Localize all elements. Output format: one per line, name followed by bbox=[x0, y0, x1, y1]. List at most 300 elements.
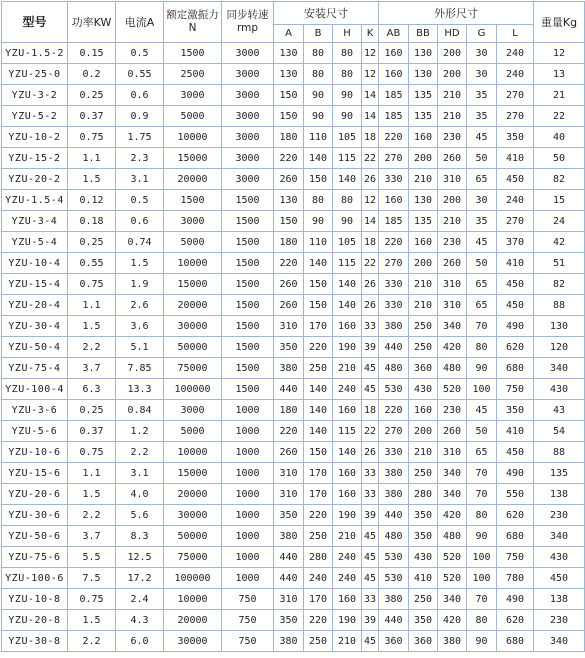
cell-k: 12 bbox=[362, 43, 379, 64]
cell-a: 310 bbox=[274, 463, 304, 484]
cell-l: 270 bbox=[497, 211, 534, 232]
cell-speed: 1000 bbox=[222, 463, 274, 484]
cell-bb: 135 bbox=[409, 106, 438, 127]
table-row bbox=[2, 106, 585, 127]
cell-weight: 340 bbox=[534, 358, 585, 379]
cell-g: 50 bbox=[467, 253, 497, 274]
cell-force: 15000 bbox=[164, 274, 222, 295]
cell-b: 140 bbox=[304, 379, 333, 400]
cell-hd: 310 bbox=[438, 442, 467, 463]
cell-b: 90 bbox=[304, 106, 333, 127]
cell-b: 80 bbox=[304, 190, 333, 211]
cell-hd: 260 bbox=[438, 421, 467, 442]
cell-model: YZU-30-6 bbox=[2, 505, 68, 526]
table-row bbox=[2, 547, 585, 568]
cell-power: 2.2 bbox=[68, 337, 116, 358]
cell-power: 0.25 bbox=[68, 85, 116, 106]
cell-l: 780 bbox=[497, 568, 534, 589]
cell-b: 170 bbox=[304, 316, 333, 337]
cell-k: 12 bbox=[362, 64, 379, 85]
cell-speed: 3000 bbox=[222, 106, 274, 127]
cell-ab: 270 bbox=[379, 253, 409, 274]
cell-ab: 380 bbox=[379, 316, 409, 337]
cell-bb: 250 bbox=[409, 316, 438, 337]
header-force: 额定激振力N bbox=[164, 2, 222, 43]
cell-force: 75000 bbox=[164, 547, 222, 568]
cell-speed: 3000 bbox=[222, 85, 274, 106]
cell-speed: 1000 bbox=[222, 505, 274, 526]
cell-speed: 1000 bbox=[222, 568, 274, 589]
cell-weight: 120 bbox=[534, 337, 585, 358]
cell-g: 90 bbox=[467, 631, 497, 652]
cell-l: 240 bbox=[497, 190, 534, 211]
cell-weight: 54 bbox=[534, 421, 585, 442]
cell-current: 3.6 bbox=[116, 316, 164, 337]
cell-model: YZU-1.5-2 bbox=[2, 43, 68, 64]
cell-hd: 210 bbox=[438, 85, 467, 106]
cell-weight: 230 bbox=[534, 610, 585, 631]
cell-model: YZU-50-6 bbox=[2, 526, 68, 547]
cell-l: 270 bbox=[497, 85, 534, 106]
cell-k: 39 bbox=[362, 610, 379, 631]
cell-a: 220 bbox=[274, 148, 304, 169]
table-row bbox=[2, 463, 585, 484]
cell-force: 10000 bbox=[164, 442, 222, 463]
header-current: 电流A bbox=[116, 2, 164, 43]
cell-g: 80 bbox=[467, 337, 497, 358]
cell-b: 80 bbox=[304, 43, 333, 64]
cell-power: 0.2 bbox=[68, 64, 116, 85]
cell-l: 750 bbox=[497, 379, 534, 400]
cell-model: YZU-15-2 bbox=[2, 148, 68, 169]
cell-a: 440 bbox=[274, 379, 304, 400]
cell-a: 130 bbox=[274, 190, 304, 211]
cell-weight: 51 bbox=[534, 253, 585, 274]
cell-speed: 1500 bbox=[222, 358, 274, 379]
cell-g: 30 bbox=[467, 43, 497, 64]
cell-h: 210 bbox=[333, 358, 362, 379]
cell-ab: 160 bbox=[379, 190, 409, 211]
cell-l: 350 bbox=[497, 400, 534, 421]
cell-ab: 185 bbox=[379, 106, 409, 127]
cell-speed: 3000 bbox=[222, 64, 274, 85]
cell-ab: 330 bbox=[379, 169, 409, 190]
cell-current: 0.9 bbox=[116, 106, 164, 127]
header-install-size: 安装尺寸 bbox=[274, 2, 379, 25]
cell-ab: 440 bbox=[379, 610, 409, 631]
cell-hd: 260 bbox=[438, 253, 467, 274]
cell-l: 410 bbox=[497, 253, 534, 274]
cell-weight: 13 bbox=[534, 64, 585, 85]
cell-force: 15000 bbox=[164, 148, 222, 169]
cell-b: 150 bbox=[304, 442, 333, 463]
cell-power: 0.75 bbox=[68, 442, 116, 463]
cell-ab: 330 bbox=[379, 295, 409, 316]
header-outline-g: G bbox=[467, 25, 497, 43]
cell-power: 2.2 bbox=[68, 505, 116, 526]
table-row bbox=[2, 232, 585, 253]
cell-hd: 520 bbox=[438, 379, 467, 400]
cell-power: 0.37 bbox=[68, 106, 116, 127]
cell-hd: 380 bbox=[438, 631, 467, 652]
cell-power: 0.12 bbox=[68, 190, 116, 211]
cell-force: 10000 bbox=[164, 589, 222, 610]
cell-b: 170 bbox=[304, 484, 333, 505]
header-power: 功率KW bbox=[68, 2, 116, 43]
cell-model: YZU-20-6 bbox=[2, 484, 68, 505]
cell-l: 490 bbox=[497, 316, 534, 337]
cell-h: 140 bbox=[333, 274, 362, 295]
cell-current: 17.2 bbox=[116, 568, 164, 589]
cell-bb: 350 bbox=[409, 505, 438, 526]
cell-b: 90 bbox=[304, 211, 333, 232]
cell-g: 70 bbox=[467, 589, 497, 610]
cell-speed: 1500 bbox=[222, 232, 274, 253]
cell-k: 26 bbox=[362, 274, 379, 295]
cell-a: 220 bbox=[274, 421, 304, 442]
cell-hd: 230 bbox=[438, 127, 467, 148]
cell-a: 150 bbox=[274, 211, 304, 232]
cell-l: 450 bbox=[497, 169, 534, 190]
cell-h: 80 bbox=[333, 43, 362, 64]
cell-weight: 138 bbox=[534, 484, 585, 505]
cell-model: YZU-75-4 bbox=[2, 358, 68, 379]
cell-a: 380 bbox=[274, 526, 304, 547]
cell-current: 1.75 bbox=[116, 127, 164, 148]
cell-a: 260 bbox=[274, 295, 304, 316]
cell-a: 130 bbox=[274, 43, 304, 64]
cell-model: YZU-10-6 bbox=[2, 442, 68, 463]
cell-a: 130 bbox=[274, 64, 304, 85]
cell-weight: 12 bbox=[534, 43, 585, 64]
cell-g: 30 bbox=[467, 64, 497, 85]
cell-power: 1.5 bbox=[68, 610, 116, 631]
cell-power: 1.5 bbox=[68, 484, 116, 505]
cell-l: 490 bbox=[497, 589, 534, 610]
cell-g: 80 bbox=[467, 505, 497, 526]
cell-speed: 1000 bbox=[222, 421, 274, 442]
table-row bbox=[2, 85, 585, 106]
cell-current: 2.2 bbox=[116, 442, 164, 463]
cell-speed: 3000 bbox=[222, 148, 274, 169]
table-row bbox=[2, 379, 585, 400]
table-row bbox=[2, 589, 585, 610]
header-speed: 同步转速rmp bbox=[222, 2, 274, 43]
cell-ab: 270 bbox=[379, 421, 409, 442]
cell-weight: 130 bbox=[534, 316, 585, 337]
cell-a: 350 bbox=[274, 610, 304, 631]
cell-bb: 160 bbox=[409, 400, 438, 421]
cell-g: 65 bbox=[467, 442, 497, 463]
cell-weight: 230 bbox=[534, 505, 585, 526]
cell-a: 180 bbox=[274, 127, 304, 148]
cell-weight: 340 bbox=[534, 526, 585, 547]
cell-bb: 160 bbox=[409, 127, 438, 148]
cell-b: 250 bbox=[304, 526, 333, 547]
cell-a: 150 bbox=[274, 106, 304, 127]
cell-power: 1.1 bbox=[68, 148, 116, 169]
cell-k: 45 bbox=[362, 568, 379, 589]
cell-h: 240 bbox=[333, 379, 362, 400]
cell-hd: 340 bbox=[438, 589, 467, 610]
cell-model: YZU-3-6 bbox=[2, 400, 68, 421]
cell-bb: 360 bbox=[409, 631, 438, 652]
cell-model: YZU-20-8 bbox=[2, 610, 68, 631]
cell-force: 10000 bbox=[164, 127, 222, 148]
cell-ab: 530 bbox=[379, 568, 409, 589]
header-weight: 重量Kg bbox=[534, 2, 585, 43]
table-row bbox=[2, 190, 585, 211]
cell-b: 170 bbox=[304, 463, 333, 484]
cell-power: 1.5 bbox=[68, 316, 116, 337]
cell-force: 75000 bbox=[164, 358, 222, 379]
cell-hd: 340 bbox=[438, 484, 467, 505]
cell-ab: 185 bbox=[379, 211, 409, 232]
cell-speed: 1000 bbox=[222, 442, 274, 463]
cell-g: 50 bbox=[467, 421, 497, 442]
cell-current: 2.6 bbox=[116, 295, 164, 316]
table-row bbox=[2, 526, 585, 547]
cell-b: 170 bbox=[304, 589, 333, 610]
cell-hd: 480 bbox=[438, 526, 467, 547]
cell-hd: 260 bbox=[438, 148, 467, 169]
cell-ab: 220 bbox=[379, 127, 409, 148]
cell-ab: 270 bbox=[379, 148, 409, 169]
cell-k: 26 bbox=[362, 169, 379, 190]
cell-hd: 230 bbox=[438, 232, 467, 253]
cell-force: 100000 bbox=[164, 379, 222, 400]
cell-weight: 82 bbox=[534, 274, 585, 295]
cell-model: YZU-100-4 bbox=[2, 379, 68, 400]
table-row bbox=[2, 421, 585, 442]
cell-model: YZU-1.5-4 bbox=[2, 190, 68, 211]
cell-k: 33 bbox=[362, 589, 379, 610]
cell-force: 10000 bbox=[164, 253, 222, 274]
spec-table bbox=[1, 1, 585, 652]
cell-ab: 480 bbox=[379, 526, 409, 547]
cell-k: 14 bbox=[362, 211, 379, 232]
cell-speed: 750 bbox=[222, 589, 274, 610]
cell-b: 140 bbox=[304, 400, 333, 421]
cell-ab: 440 bbox=[379, 337, 409, 358]
cell-speed: 750 bbox=[222, 631, 274, 652]
cell-force: 100000 bbox=[164, 568, 222, 589]
cell-weight: 430 bbox=[534, 379, 585, 400]
cell-l: 410 bbox=[497, 148, 534, 169]
cell-k: 45 bbox=[362, 547, 379, 568]
cell-weight: 88 bbox=[534, 442, 585, 463]
cell-a: 350 bbox=[274, 505, 304, 526]
cell-g: 90 bbox=[467, 526, 497, 547]
cell-weight: 21 bbox=[534, 85, 585, 106]
cell-ab: 160 bbox=[379, 64, 409, 85]
cell-power: 0.18 bbox=[68, 211, 116, 232]
cell-g: 45 bbox=[467, 127, 497, 148]
cell-b: 280 bbox=[304, 547, 333, 568]
cell-h: 105 bbox=[333, 232, 362, 253]
cell-l: 620 bbox=[497, 505, 534, 526]
cell-speed: 1000 bbox=[222, 547, 274, 568]
cell-speed: 1500 bbox=[222, 211, 274, 232]
cell-l: 450 bbox=[497, 442, 534, 463]
cell-h: 90 bbox=[333, 85, 362, 106]
cell-model: YZU-100-6 bbox=[2, 568, 68, 589]
cell-speed: 1000 bbox=[222, 400, 274, 421]
cell-l: 410 bbox=[497, 421, 534, 442]
cell-force: 20000 bbox=[164, 610, 222, 631]
table-row bbox=[2, 568, 585, 589]
table-row bbox=[2, 610, 585, 631]
cell-g: 35 bbox=[467, 211, 497, 232]
cell-ab: 380 bbox=[379, 463, 409, 484]
cell-k: 33 bbox=[362, 463, 379, 484]
cell-h: 115 bbox=[333, 421, 362, 442]
cell-k: 45 bbox=[362, 379, 379, 400]
cell-b: 250 bbox=[304, 358, 333, 379]
cell-current: 4.0 bbox=[116, 484, 164, 505]
cell-model: YZU-5-2 bbox=[2, 106, 68, 127]
cell-h: 90 bbox=[333, 106, 362, 127]
table-row bbox=[2, 274, 585, 295]
cell-g: 65 bbox=[467, 169, 497, 190]
cell-power: 0.75 bbox=[68, 127, 116, 148]
cell-current: 0.5 bbox=[116, 43, 164, 64]
cell-l: 680 bbox=[497, 358, 534, 379]
table-row bbox=[2, 211, 585, 232]
cell-h: 140 bbox=[333, 295, 362, 316]
cell-h: 80 bbox=[333, 190, 362, 211]
header-install-a: A bbox=[274, 25, 304, 43]
cell-weight: 450 bbox=[534, 568, 585, 589]
cell-h: 140 bbox=[333, 442, 362, 463]
cell-current: 12.5 bbox=[116, 547, 164, 568]
cell-k: 14 bbox=[362, 85, 379, 106]
table-row bbox=[2, 358, 585, 379]
cell-current: 3.1 bbox=[116, 169, 164, 190]
cell-force: 50000 bbox=[164, 526, 222, 547]
cell-h: 210 bbox=[333, 526, 362, 547]
cell-a: 260 bbox=[274, 274, 304, 295]
cell-weight: 22 bbox=[534, 106, 585, 127]
cell-bb: 210 bbox=[409, 295, 438, 316]
cell-model: YZU-25-0 bbox=[2, 64, 68, 85]
cell-current: 5.6 bbox=[116, 505, 164, 526]
cell-model: YZU-15-6 bbox=[2, 463, 68, 484]
cell-hd: 200 bbox=[438, 64, 467, 85]
cell-speed: 1500 bbox=[222, 295, 274, 316]
cell-speed: 1000 bbox=[222, 484, 274, 505]
cell-weight: 42 bbox=[534, 232, 585, 253]
cell-ab: 330 bbox=[379, 442, 409, 463]
cell-power: 6.3 bbox=[68, 379, 116, 400]
cell-model: YZU-10-4 bbox=[2, 253, 68, 274]
cell-weight: 40 bbox=[534, 127, 585, 148]
cell-l: 370 bbox=[497, 232, 534, 253]
cell-power: 3.7 bbox=[68, 526, 116, 547]
header-outline-size: 外形尺寸 bbox=[379, 2, 534, 25]
header-outline-bb: BB bbox=[409, 25, 438, 43]
cell-ab: 440 bbox=[379, 505, 409, 526]
cell-force: 50000 bbox=[164, 337, 222, 358]
cell-weight: 24 bbox=[534, 211, 585, 232]
cell-speed: 750 bbox=[222, 610, 274, 631]
cell-b: 140 bbox=[304, 148, 333, 169]
cell-power: 0.25 bbox=[68, 400, 116, 421]
cell-h: 190 bbox=[333, 337, 362, 358]
table-body bbox=[2, 43, 585, 652]
cell-k: 22 bbox=[362, 253, 379, 274]
cell-l: 270 bbox=[497, 106, 534, 127]
cell-l: 450 bbox=[497, 274, 534, 295]
cell-bb: 135 bbox=[409, 85, 438, 106]
cell-model: YZU-10-8 bbox=[2, 589, 68, 610]
cell-bb: 130 bbox=[409, 190, 438, 211]
cell-hd: 310 bbox=[438, 295, 467, 316]
cell-b: 220 bbox=[304, 337, 333, 358]
cell-current: 1.9 bbox=[116, 274, 164, 295]
cell-bb: 210 bbox=[409, 442, 438, 463]
cell-h: 140 bbox=[333, 169, 362, 190]
cell-bb: 210 bbox=[409, 274, 438, 295]
cell-l: 350 bbox=[497, 127, 534, 148]
cell-hd: 420 bbox=[438, 610, 467, 631]
cell-g: 30 bbox=[467, 190, 497, 211]
cell-current: 5.1 bbox=[116, 337, 164, 358]
cell-g: 35 bbox=[467, 106, 497, 127]
cell-ab: 220 bbox=[379, 232, 409, 253]
cell-force: 3000 bbox=[164, 211, 222, 232]
cell-current: 2.3 bbox=[116, 148, 164, 169]
cell-ab: 380 bbox=[379, 484, 409, 505]
cell-l: 620 bbox=[497, 337, 534, 358]
cell-k: 26 bbox=[362, 442, 379, 463]
cell-g: 45 bbox=[467, 232, 497, 253]
cell-h: 190 bbox=[333, 505, 362, 526]
cell-l: 550 bbox=[497, 484, 534, 505]
cell-a: 180 bbox=[274, 232, 304, 253]
cell-model: YZU-5-4 bbox=[2, 232, 68, 253]
cell-b: 110 bbox=[304, 232, 333, 253]
cell-force: 15000 bbox=[164, 463, 222, 484]
cell-current: 0.6 bbox=[116, 85, 164, 106]
cell-k: 14 bbox=[362, 106, 379, 127]
cell-b: 220 bbox=[304, 505, 333, 526]
cell-k: 26 bbox=[362, 295, 379, 316]
cell-h: 80 bbox=[333, 64, 362, 85]
cell-k: 45 bbox=[362, 358, 379, 379]
cell-weight: 50 bbox=[534, 148, 585, 169]
cell-k: 45 bbox=[362, 631, 379, 652]
cell-power: 0.37 bbox=[68, 421, 116, 442]
cell-current: 8.3 bbox=[116, 526, 164, 547]
cell-bb: 210 bbox=[409, 169, 438, 190]
cell-weight: 138 bbox=[534, 589, 585, 610]
cell-k: 39 bbox=[362, 505, 379, 526]
cell-model: YZU-75-6 bbox=[2, 547, 68, 568]
cell-force: 3000 bbox=[164, 85, 222, 106]
cell-b: 220 bbox=[304, 610, 333, 631]
cell-b: 110 bbox=[304, 127, 333, 148]
cell-hd: 210 bbox=[438, 211, 467, 232]
cell-model: YZU-50-4 bbox=[2, 337, 68, 358]
cell-ab: 220 bbox=[379, 400, 409, 421]
cell-speed: 3000 bbox=[222, 43, 274, 64]
cell-hd: 340 bbox=[438, 316, 467, 337]
cell-power: 3.7 bbox=[68, 358, 116, 379]
table-row bbox=[2, 400, 585, 421]
table-row bbox=[2, 253, 585, 274]
cell-k: 22 bbox=[362, 421, 379, 442]
